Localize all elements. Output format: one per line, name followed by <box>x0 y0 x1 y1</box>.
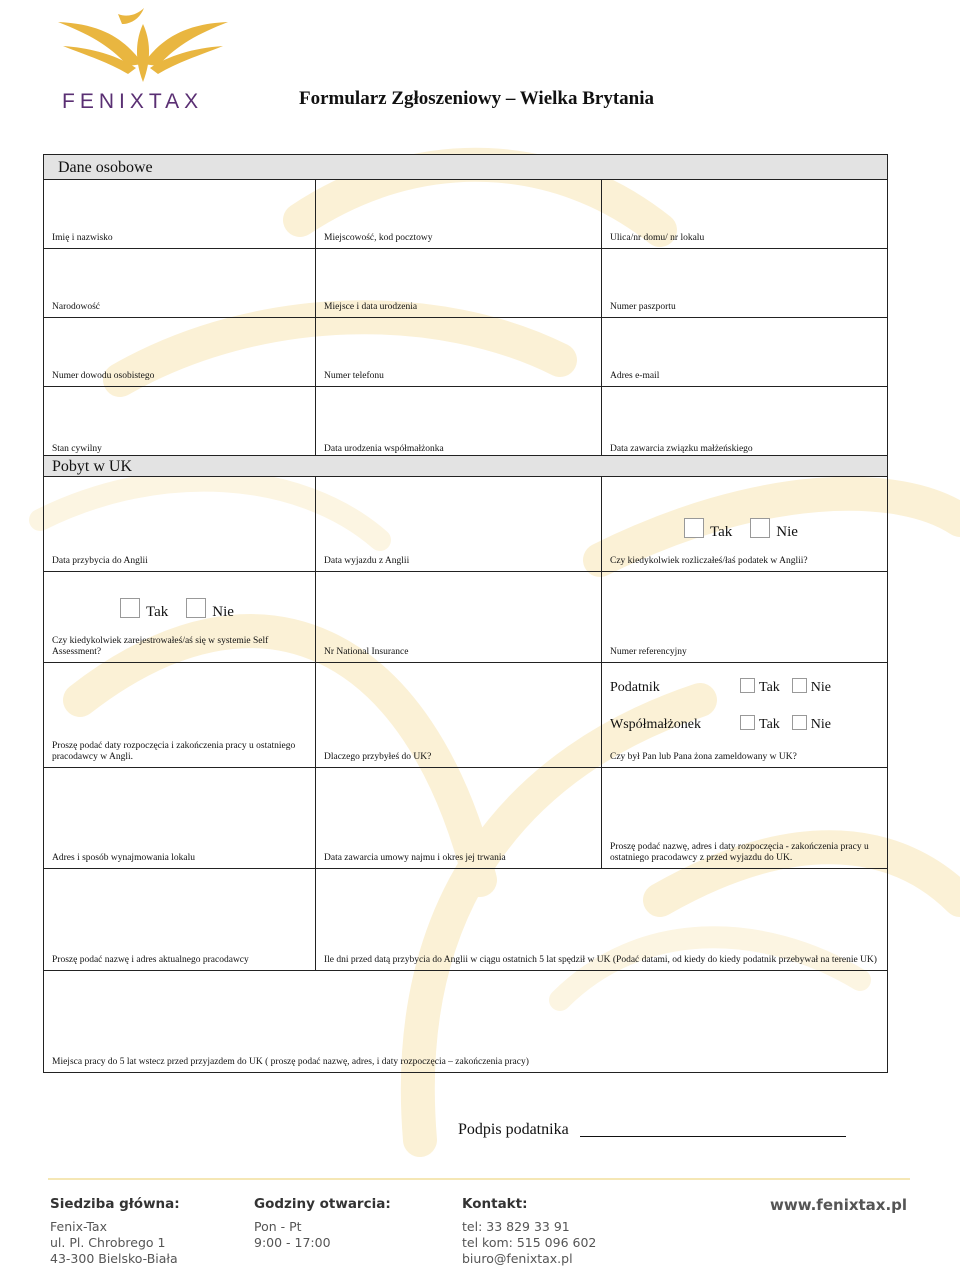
field-street[interactable]: Ulica/nr domu/ nr lokalu <box>602 180 888 249</box>
field-name[interactable]: Imię i nazwisko <box>44 180 316 249</box>
footer-contact: Kontakt: tel: 33 829 33 91 tel kom: 515 096 602 biuro@fenixtax.pl <box>462 1196 597 1266</box>
footer-divider <box>48 1178 910 1180</box>
field-ref-number[interactable]: Numer referencyjny <box>602 572 888 663</box>
tax-settled-yes-checkbox[interactable] <box>684 518 704 538</box>
field-lease[interactable]: Data zawarcia umowy najmu i okres jej trwania <box>316 768 602 869</box>
field-ni-number[interactable]: Nr National Insurance <box>316 572 602 663</box>
field-marital-status[interactable]: Stan cywilny <box>44 387 316 456</box>
field-workplaces[interactable]: Miejsca pracy do 5 lat wstecz przed przyjazdem do UK ( proszę podać nazwę, adres, i daty rozpoczęcia – zakończenia pracy) <box>44 971 888 1073</box>
signature-line[interactable] <box>580 1136 846 1137</box>
field-id-number[interactable]: Numer dowodu osobistego <box>44 318 316 387</box>
taxpayer-no-checkbox[interactable] <box>792 678 807 693</box>
spouse-no-checkbox[interactable] <box>792 715 807 730</box>
field-housing[interactable]: Adres i sposób wynajmowania lokalu <box>44 768 316 869</box>
section-header-stay: Pobyt w UK <box>44 456 888 477</box>
page-title: Formularz Zgłoszeniowy – Wielka Brytania <box>299 88 655 109</box>
field-first-employer-dates[interactable]: Proszę podać daty rozpoczęcia i zakończenia pracy u ostatniego pracodawcy w Angli. <box>44 663 316 768</box>
signature-label: Podpis podatnika <box>458 1121 569 1138</box>
field-self-assessment: Tak Nie Czy kiedykolwiek zarejestrowałeś/aś się w systemie Self Assessment? <box>44 572 316 663</box>
field-current-employer[interactable]: Proszę podać nazwę i adres aktualnego pracodawcy <box>44 869 316 971</box>
footer-email-link[interactable]: biuro@fenixtax.pl <box>462 1251 573 1266</box>
field-last-employer-before[interactable]: Proszę podać nazwę, adres i daty rozpoczęcia - zakończenia pracy u ostatniego pracodawcy z przed wyjazdu do UK. <box>602 768 888 869</box>
section-header-personal: Dane osobowe <box>44 155 888 180</box>
footer-website-link[interactable]: www.fenixtax.pl <box>770 1196 908 1214</box>
field-tax-settled: Tak Nie Czy kiedykolwiek rozliczałeś/łaś podatek w Anglii? <box>602 477 888 572</box>
tax-settled-no-checkbox[interactable] <box>750 518 770 538</box>
field-phone[interactable]: Numer telefonu <box>316 318 602 387</box>
field-registered: Podatnik Tak Nie Współmałżonek Tak Nie Czy był Pan lub Pana żona zameldowany w UK? <box>602 663 888 768</box>
field-email[interactable]: Adres e-mail <box>602 318 888 387</box>
self-assessment-no-checkbox[interactable] <box>186 598 206 618</box>
field-days-uk[interactable]: Ile dni przed datą przybycia do Anglii w ciągu ostatnich 5 lat spędził w UK (Podać datami, od kiedy do kiedy podatnik przebywał na terenie UK) <box>316 869 888 971</box>
field-spouse-birth[interactable]: Data urodzenia współmałżonka <box>316 387 602 456</box>
field-arrival-date[interactable]: Data przybycia do Anglii <box>44 477 316 572</box>
footer-hours: Godziny otwarcia: Pon - Pt 9:00 - 17:00 <box>254 1196 391 1250</box>
taxpayer-yes-checkbox[interactable] <box>740 678 755 693</box>
self-assessment-yes-checkbox[interactable] <box>120 598 140 618</box>
field-departure-date[interactable]: Data wyjazdu z Anglii <box>316 477 602 572</box>
field-birth-place-date[interactable]: Miejsce i data urodzenia <box>316 249 602 318</box>
application-form <box>43 154 888 1073</box>
logo-wordmark: FENIXTAX <box>62 90 204 113</box>
field-passport[interactable]: Numer paszportu <box>602 249 888 318</box>
field-marriage-date[interactable]: Data zawarcia związku małżeńskiego <box>602 387 888 456</box>
spouse-yes-checkbox[interactable] <box>740 715 755 730</box>
field-why-uk[interactable]: Dlaczego przybyłeś do UK? <box>316 663 602 768</box>
field-city-zip[interactable]: Miejscowość, kod pocztowy <box>316 180 602 249</box>
footer-hq: Siedziba główna: Fenix-Tax ul. Pl. Chrobrego 1 43-300 Bielsko-Biała <box>50 1196 180 1266</box>
field-nationality[interactable]: Narodowość <box>44 249 316 318</box>
